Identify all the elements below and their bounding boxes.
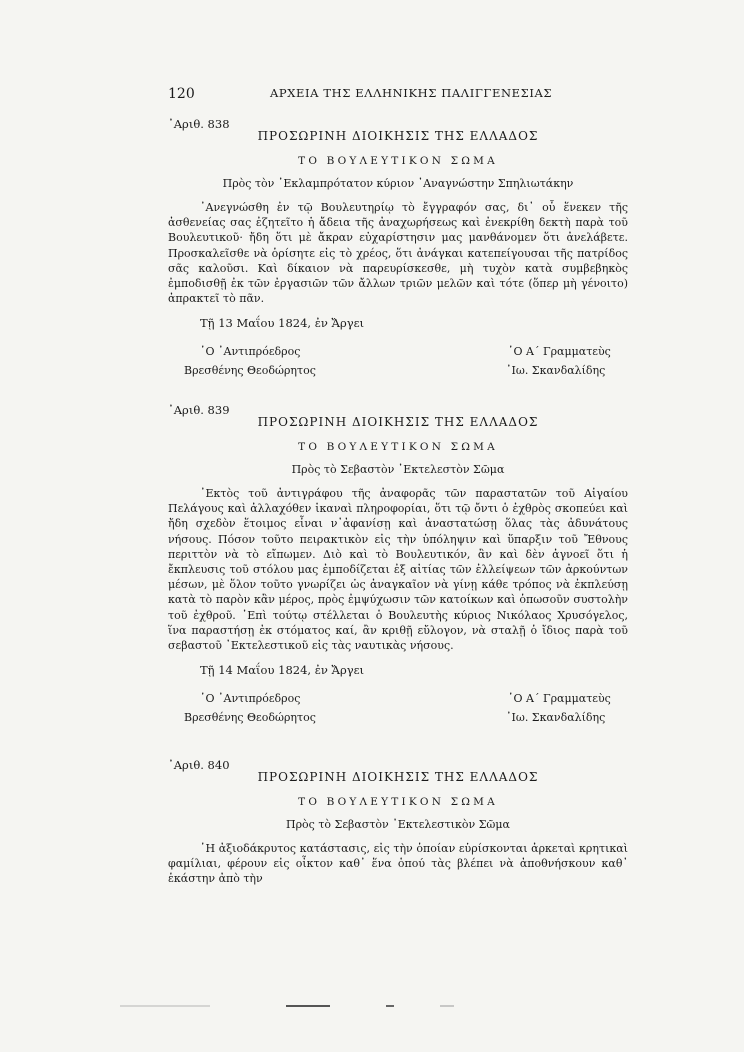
signatory-title: ῾Ο ᾿Αντιπρόεδρος <box>200 345 301 359</box>
signatures <box>168 689 628 729</box>
signatures <box>168 342 628 382</box>
document-838 <box>168 117 628 382</box>
signatory-name: ᾿Ιω. Σκανδαλίδης <box>506 711 606 725</box>
document-840 <box>168 758 628 887</box>
document-title: ΠΡΟΣΩΡΙΝΗ ΔΙΟΙΚΗΣΙΣ ΤΗΣ ΕΛΛΑΔΟΣ <box>257 129 539 143</box>
document-body: ᾿Εκτὸς τοῦ ἀντιγράφου τῆς ἀναφορᾶς τῶν παραστατῶν τοῦ Αἰγαίου Πελάγους καὶ ἀλλαχόθεν ἱκαναὶ πληροφορίαι, ὅτι τῷ ὄντι ὁ ἐχθρὸς σκοπεύει καὶ ἤδη σχεδὸν ἕτοιμος εἶναι ν᾿ἀφανίσῃ καὶ ἀναστατώσῃ ὅλας τὰς ἀδυνάτους νήσους. Πόσον τοῦτο πειρακτικὸν εἰς τὴν ὑπόληψιν καὶ ὕπαρξιν τοῦ Ἔθνους περιττὸν νὰ τὸ εἴπωμεν. Διὸ καὶ τὸ Βουλευτικόν, ἂν καὶ δὲν ἀγνοεῖ ὅτι ἡ ἔκπλευσις τοῦ στόλου μας ἐμποδίζεται ἐξ αἰτίας τῶν ἐλλείψεων τῶν ἀρκούντων μέσων, μὲ ὅλον τοῦτο γνωρίζει ὡς ἀναγκαῖον νὰ γίνῃ κάθε τρόπος νὰ ἐκπλεύσῃ κατὰ τὸ παρὸν κἂν μέρος, πρὸς ἐμψύχωσιν τῶν κατοίκων καὶ ὁπωσοῦν συστολὴν τοῦ ἐχθροῦ. ᾿Επὶ τούτῳ στέλλεται ὁ Βουλευτὴς κύριος Νικόλαος Χρυσόγελος, ἵνα παραστήσῃ ἐκ στόματος καί, ἂν κριθῇ εὔλογον, νὰ σταλῇ ὁ ἴδιος παρὰ τοῦ σεβαστοῦ ᾿Εκτελεστικοῦ εἰς τὰς ναυτικὰς νήσους. <box>168 487 628 653</box>
signatory-title: ῾Ο Α΄ Γραμματεὺς <box>508 692 611 706</box>
document-839 <box>168 403 628 729</box>
scan-smudge <box>440 1005 454 1007</box>
signature-right <box>508 342 611 380</box>
scan-smudge <box>120 1005 210 1007</box>
signatory-name: Βρεσθένης Θεοδώρητος <box>184 711 316 725</box>
document-subtitle: ΤΟ ΒΟΥΛΕΥΤΙΚΟΝ ΣΩΜΑ <box>298 441 498 453</box>
signature-left <box>184 689 316 727</box>
signature-left <box>184 342 316 380</box>
document-number: ᾿Αριθ. 838 <box>168 117 230 131</box>
signature-right <box>508 689 611 727</box>
addressee: Πρὸς τὸ Σεβαστὸν ᾿Εκτελεστικὸν Σῶμα <box>286 818 510 831</box>
scan-smudge <box>286 1005 330 1007</box>
document-date: Τῇ 14 Μαΐου 1824, ἐν Ἄργει <box>200 663 365 678</box>
document-subtitle: ΤΟ ΒΟΥΛΕΥΤΙΚΟΝ ΣΩΜΑ <box>298 796 498 808</box>
document-subtitle: ΤΟ ΒΟΥΛΕΥΤΙΚΟΝ ΣΩΜΑ <box>298 155 498 167</box>
addressee: Πρὸς τὸν ᾿Εκλαμπρότατον κύριον ᾿Αναγνώστην Σπηλιωτάκην <box>222 177 574 190</box>
signatory-title: ῾Ο ᾿Αντιπρόεδρος <box>200 692 301 706</box>
scan-smudge <box>386 1005 394 1007</box>
document-body: ᾿Ανεγνώσθη ἐν τῷ Βουλευτηρίῳ τὸ ἔγγραφόν σας, δι᾿ οὗ ἕνεκεν τῆς ἀσθενείας σας ἐζητεῖτο ἡ ἄδεια τῆς ἀναχωρήσεως καὶ ἐνεκρίθη δεκτὴ παρὰ τοῦ Βουλευτικοῦ· ἤδη ὅτι μὲ ἄκραν εὐχαρίστησιν μας μανθάνομεν ὅτι ἀνελάβετε. Προσκαλεῖσθε νὰ ὁρίσητε εἰς τὸ χρέος, ὅτι ἀνάγκαι κατεπείγουσαι τῆς πατρίδος σᾶς καλοῦσι. Καὶ δίκαιον νὰ παρευρίσκεσθε, μὴ τυχὸν κατὰ συμβεβηκὸς ἐμποδισθῇ ἐκ τῶν ἐργασιῶν τῶν ἄλλων τριῶν μελῶν καὶ τότε (ὅπερ μὴ γένοιτο) ἀπρακτεῖ τὸ πᾶν. <box>168 201 628 306</box>
running-title: ΑΡΧΕΙΑ ΤΗΣ ΕΛΛΗΝΙΚΗΣ ΠΑΛΙΓΓΕΝΕΣΙΑΣ <box>270 86 553 100</box>
document-title: ΠΡΟΣΩΡΙΝΗ ΔΙΟΙΚΗΣΙΣ ΤΗΣ ΕΛΛΑΔΟΣ <box>257 770 539 784</box>
document-date: Τῇ 13 Μαΐου 1824, ἐν Ἄργει <box>200 316 365 331</box>
addressee: Πρὸς τὸ Σεβαστὸν ᾿Εκτελεστὸν Σῶμα <box>291 463 505 476</box>
signatory-title: ῾Ο Α΄ Γραμματεὺς <box>508 345 611 359</box>
signatory-name: ᾿Ιω. Σκανδαλίδης <box>506 364 606 378</box>
document-number: ᾿Αριθ. 840 <box>168 758 230 772</box>
document-body: ῾Η ἀξιοδάκρυτος κατάστασις, εἰς τὴν ὁποίαν εὑρίσκονται ἀρκεταὶ κρητικαὶ φαμίλιαι, φέρουν εἰς οἶκτον καθ᾿ ἕνα ὁπού τὰς βλέπει νὰ ἀποθνήσκουν καθ᾿ ἑκάστην ἀπὸ τὴν <box>168 842 628 886</box>
document-title: ΠΡΟΣΩΡΙΝΗ ΔΙΟΙΚΗΣΙΣ ΤΗΣ ΕΛΛΑΔΟΣ <box>257 415 539 429</box>
signatory-name: Βρεσθένης Θεοδώρητος <box>184 364 316 378</box>
page-number: 120 <box>168 86 195 102</box>
document-number: ᾿Αριθ. 839 <box>168 403 230 417</box>
